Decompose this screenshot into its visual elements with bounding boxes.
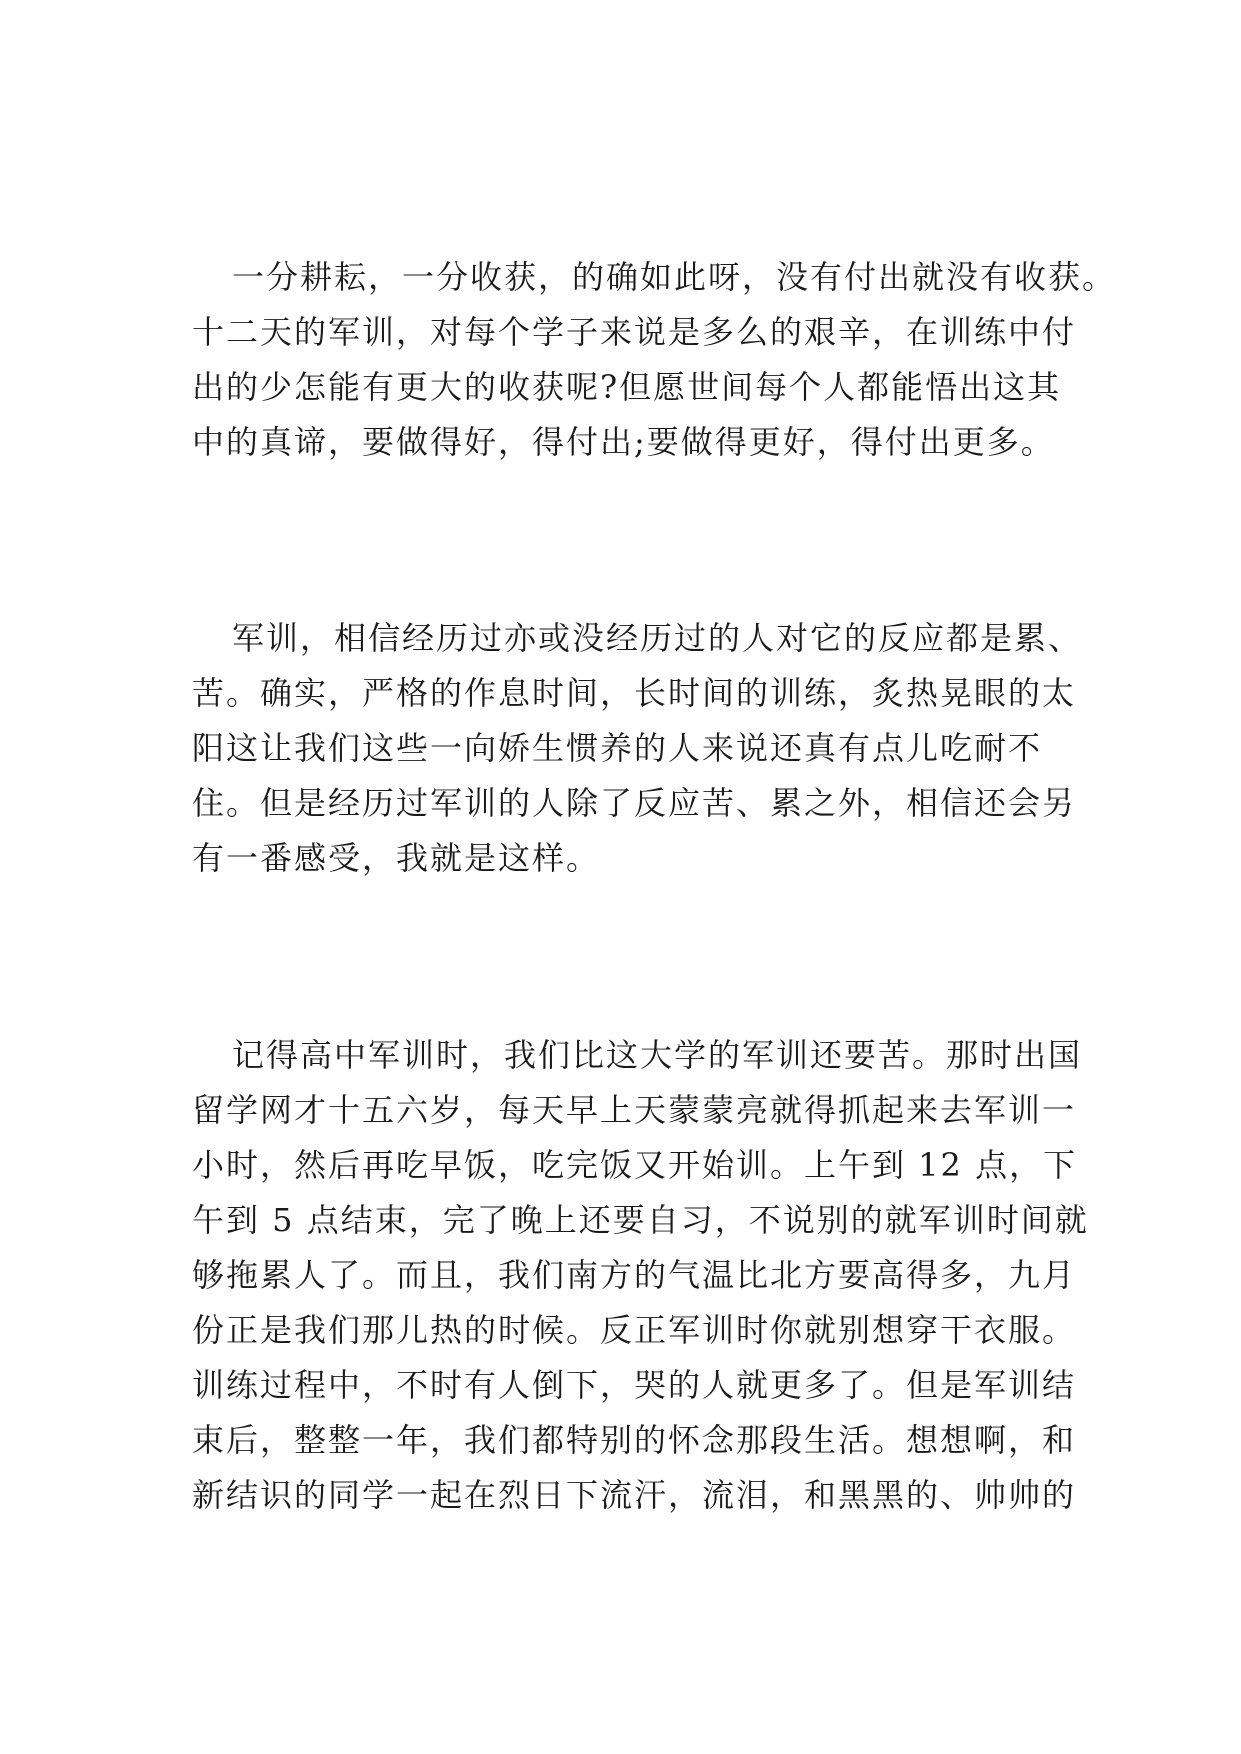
- paragraph-line: 军训，相信经历过亦或没经历过的人对它的反应都是累、: [232, 619, 1083, 657]
- paragraph-line: 留学网才十五六岁，每天早上天蒙蒙亮就得抓起来去军训一: [192, 1091, 1077, 1129]
- paragraph-line: 束后，整整一年，我们都特别的怀念那段生活。想想啊，和: [192, 1421, 1077, 1459]
- paragraph-line: 份正是我们那儿热的时候。反正军训时你就别想穿干衣服。: [192, 1311, 1077, 1349]
- paragraph-line: 一分耕耘，一分收获，的确如此呀，没有付出就没有收获。: [232, 258, 1117, 296]
- paragraph-line: 有一番感受，我就是这样。: [192, 839, 601, 877]
- paragraph-line: 中的真谛，要做得好，得付出;要做得更好，得付出更多。: [192, 423, 1055, 461]
- paragraph-line: 十二天的军训，对每个学子来说是多么的艰辛，在训练中付: [192, 313, 1077, 351]
- paragraph-line: 住。但是经历过军训的人除了反应苦、累之外，相信还会另: [192, 784, 1077, 822]
- paragraph-line: 阳这让我们这些一向娇生惯养的人来说还真有点儿吃耐不: [192, 729, 1043, 767]
- paragraph-line: 新结识的同学一起在烈日下流汗，流泪，和黑黑的、帅帅的: [192, 1476, 1077, 1514]
- paragraph-line: 午到 5 点结束，完了晚上还要自习，不说别的就军训时间就: [192, 1201, 1089, 1239]
- paragraph-line: 训练过程中，不时有人倒下，哭的人就更多了。但是军训结: [192, 1366, 1077, 1404]
- paragraph-line: 小时，然后再吃早饭，吃完饭又开始训。上午到 12 点，下: [192, 1146, 1078, 1184]
- paragraph-line: 够拖累人了。而且，我们南方的气温比北方要高得多，九月: [192, 1256, 1077, 1294]
- paragraph-line: 出的少怎能有更大的收获呢?但愿世间每个人都能悟出这其: [192, 368, 1062, 406]
- paragraph-line: 苦。确实，严格的作息时间，长时间的训练，炙热晃眼的太: [192, 674, 1077, 712]
- paragraph-line: 记得高中军训时，我们比这大学的军训还要苦。那时出国: [232, 1036, 1083, 1074]
